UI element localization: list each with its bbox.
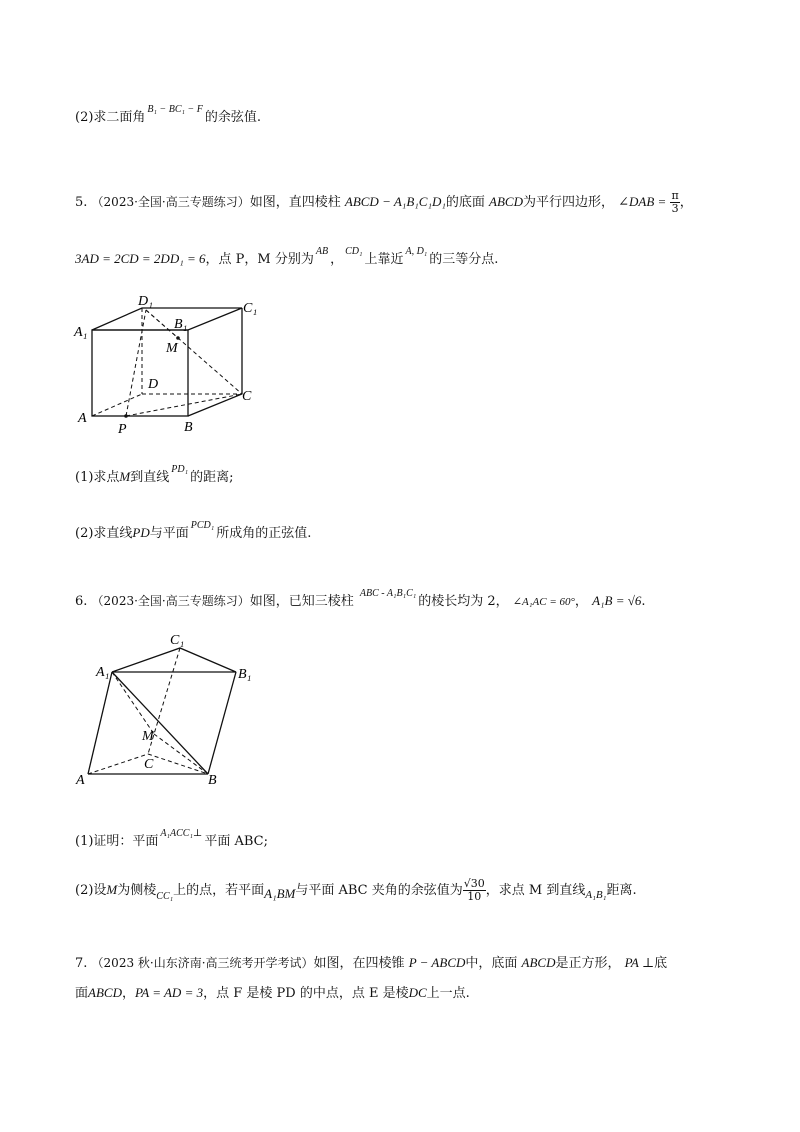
q6-source: （2023·全国·高三专题练习） <box>91 594 250 608</box>
q7-abcd: ABCD <box>521 955 556 970</box>
q5-text4: ，点 P，M 分别为 <box>205 252 314 267</box>
q5-pi: π <box>671 189 679 202</box>
q6-part1 <box>75 830 268 849</box>
q7-perp: PA ⊥ <box>624 955 655 970</box>
q6-label-b: B <box>208 773 217 788</box>
q5-part1-pd1: PD₁ <box>171 464 189 475</box>
q6-frac-num: √30 <box>463 877 485 890</box>
q6-label-c: C <box>144 757 154 772</box>
q6-number: 6. <box>75 594 88 609</box>
q5-part2-pd: PD <box>132 525 150 540</box>
q6-frac-den: 10 <box>467 890 482 903</box>
q7-line2-abcd: ABCD <box>88 985 122 1000</box>
q7-text1: 如图，在四棱锥 <box>313 956 405 971</box>
q6-text2: 的棱长均为 2， <box>418 594 509 609</box>
q7-line2-d: 上一点. <box>426 986 470 1001</box>
q5-angle: ∠DAB = <box>618 194 667 209</box>
q4-part2 <box>75 106 261 125</box>
q5-label-b: B <box>184 420 193 435</box>
q5-part2 <box>75 522 311 541</box>
q7-line2-a: 面 <box>75 986 89 1001</box>
q5-label-c1: C₁ <box>243 301 258 316</box>
q6-part1-suffix: 平面 ABC; <box>204 834 268 849</box>
q6-label-c1: C₁ <box>170 633 185 648</box>
q5-label-a1: A₁ <box>74 325 88 340</box>
q5-number: 5. <box>75 195 88 210</box>
q5-part1-m: M <box>119 469 131 484</box>
q5-line2 <box>75 248 498 267</box>
q6-fraction <box>463 878 486 903</box>
q7-pyramid: P − ABCD <box>408 955 466 970</box>
q6-part2-prefix: (2)设 <box>75 883 107 898</box>
q7-number: 7. <box>75 956 88 971</box>
q6-figure <box>70 628 270 790</box>
q4-part2-expr: B₁ − BC₁ − F <box>147 104 203 115</box>
q7-text3: 是正方形， <box>555 956 621 971</box>
q5-text3: 为平行四边形， <box>522 195 614 210</box>
q6-eq: A₁B = √6 <box>592 593 642 608</box>
q6-part2-a1b1: A₁B₁ <box>585 889 607 901</box>
q6-part1-prefix: (1)证明：平面 <box>75 834 159 849</box>
q5-label-a: A <box>78 411 87 426</box>
q7-text4: 底 <box>654 956 668 971</box>
q5-part2-suffix: 所成角的正弦值. <box>216 526 312 541</box>
q6-label-a1: A₁ <box>96 665 110 680</box>
q5-ad1: A, D₁ <box>405 246 428 257</box>
q5-label-d1: D₁ <box>138 294 153 309</box>
q5-ab: AB <box>315 246 329 257</box>
q5-figure <box>70 288 270 438</box>
q5-label-p: P <box>118 422 127 437</box>
q6-text1: 如图，已知三棱柱 <box>249 594 354 609</box>
q5-source: （2023·全国·高三专题练习） <box>91 195 250 209</box>
q7-line2-c: ，点 F 是棱 PD 的中点，点 E 是棱 <box>203 986 409 1001</box>
q6-part2 <box>75 878 637 903</box>
q6-comma: ， <box>574 594 588 609</box>
q6-part2-m: M <box>106 882 118 897</box>
q5-part1-mid: 到直线 <box>130 470 170 485</box>
q7-line2-b: ， <box>121 986 135 1001</box>
q5-pi-over-3 <box>670 190 679 215</box>
q5-text6: 的三等分点. <box>429 252 499 267</box>
q6-part2-a1bm: A₁BM <box>264 886 296 901</box>
q5-text1: 如图，直四棱柱 <box>249 195 341 210</box>
q5-part1 <box>75 466 233 485</box>
q7-line2 <box>75 982 470 1001</box>
q6-part2-c: 与平面 ABC 夹角的余弦值为 <box>295 883 463 898</box>
q5-part2-pcd1: PCD₁ <box>190 520 215 531</box>
q6-part2-cc1: CC₁ <box>156 891 174 902</box>
q6-part2-a: 为侧棱 <box>117 883 157 898</box>
q6-prism: ABC - A₁B₁C₁ <box>359 588 417 599</box>
q5-part2-mid: 与平面 <box>149 526 189 541</box>
q5-label-b1: B₁ <box>174 317 188 332</box>
q5-text5: 上靠近 <box>364 252 404 267</box>
q5-prism: ABCD − A₁B₁C₁D₁ <box>344 194 446 209</box>
q6-part2-b: 上的点，若平面 <box>173 883 265 898</box>
q6-label-m: M <box>142 729 154 744</box>
q5-label-m: M <box>166 341 178 356</box>
q6-end: . <box>641 594 646 609</box>
q6-part1-plane: A₁ACC₁⊥ <box>160 828 203 839</box>
q5-label-d: D <box>148 377 159 392</box>
q6-label-a: A <box>76 773 85 788</box>
q4-part2-prefix: (2)求二面角 <box>75 110 146 125</box>
q5-three: 3 <box>671 202 679 215</box>
q7-source: （2023 秋·山东济南·高三统考开学考试） <box>91 956 314 970</box>
q5-cd1: CD₁ <box>345 246 363 257</box>
q6-angle: ∠A₁AC = 60° <box>512 596 575 608</box>
q5-eq: 3AD = 2CD = 2DD₁ = 6 <box>75 251 206 266</box>
q6-part2-e: 距离. <box>606 883 637 898</box>
q5-label-c: C <box>242 389 252 404</box>
q5-text2: 的底面 <box>445 195 485 210</box>
q7-line2-eq: PA = AD = 3 <box>134 985 204 1000</box>
q5-end1: ， <box>679 195 693 210</box>
q5-part2-prefix: (2)求直线 <box>75 526 133 541</box>
q4-part2-suffix: 的余弦值. <box>204 110 262 125</box>
q7-line2-dc: DC <box>408 985 427 1000</box>
q5-part1-suffix: 的距离; <box>190 470 234 485</box>
q6-line1 <box>75 590 646 609</box>
q5-base: ABCD <box>489 194 523 209</box>
q5-part1-prefix: (1)求点 <box>75 470 120 485</box>
q6-part2-d: ，求点 M 到直线 <box>485 883 586 898</box>
q5-comma: ， <box>330 252 344 267</box>
q5-line1 <box>75 190 693 215</box>
q7-text2: 中，底面 <box>465 956 518 971</box>
q7-line1 <box>75 952 667 971</box>
q6-label-b1: B₁ <box>238 667 252 682</box>
